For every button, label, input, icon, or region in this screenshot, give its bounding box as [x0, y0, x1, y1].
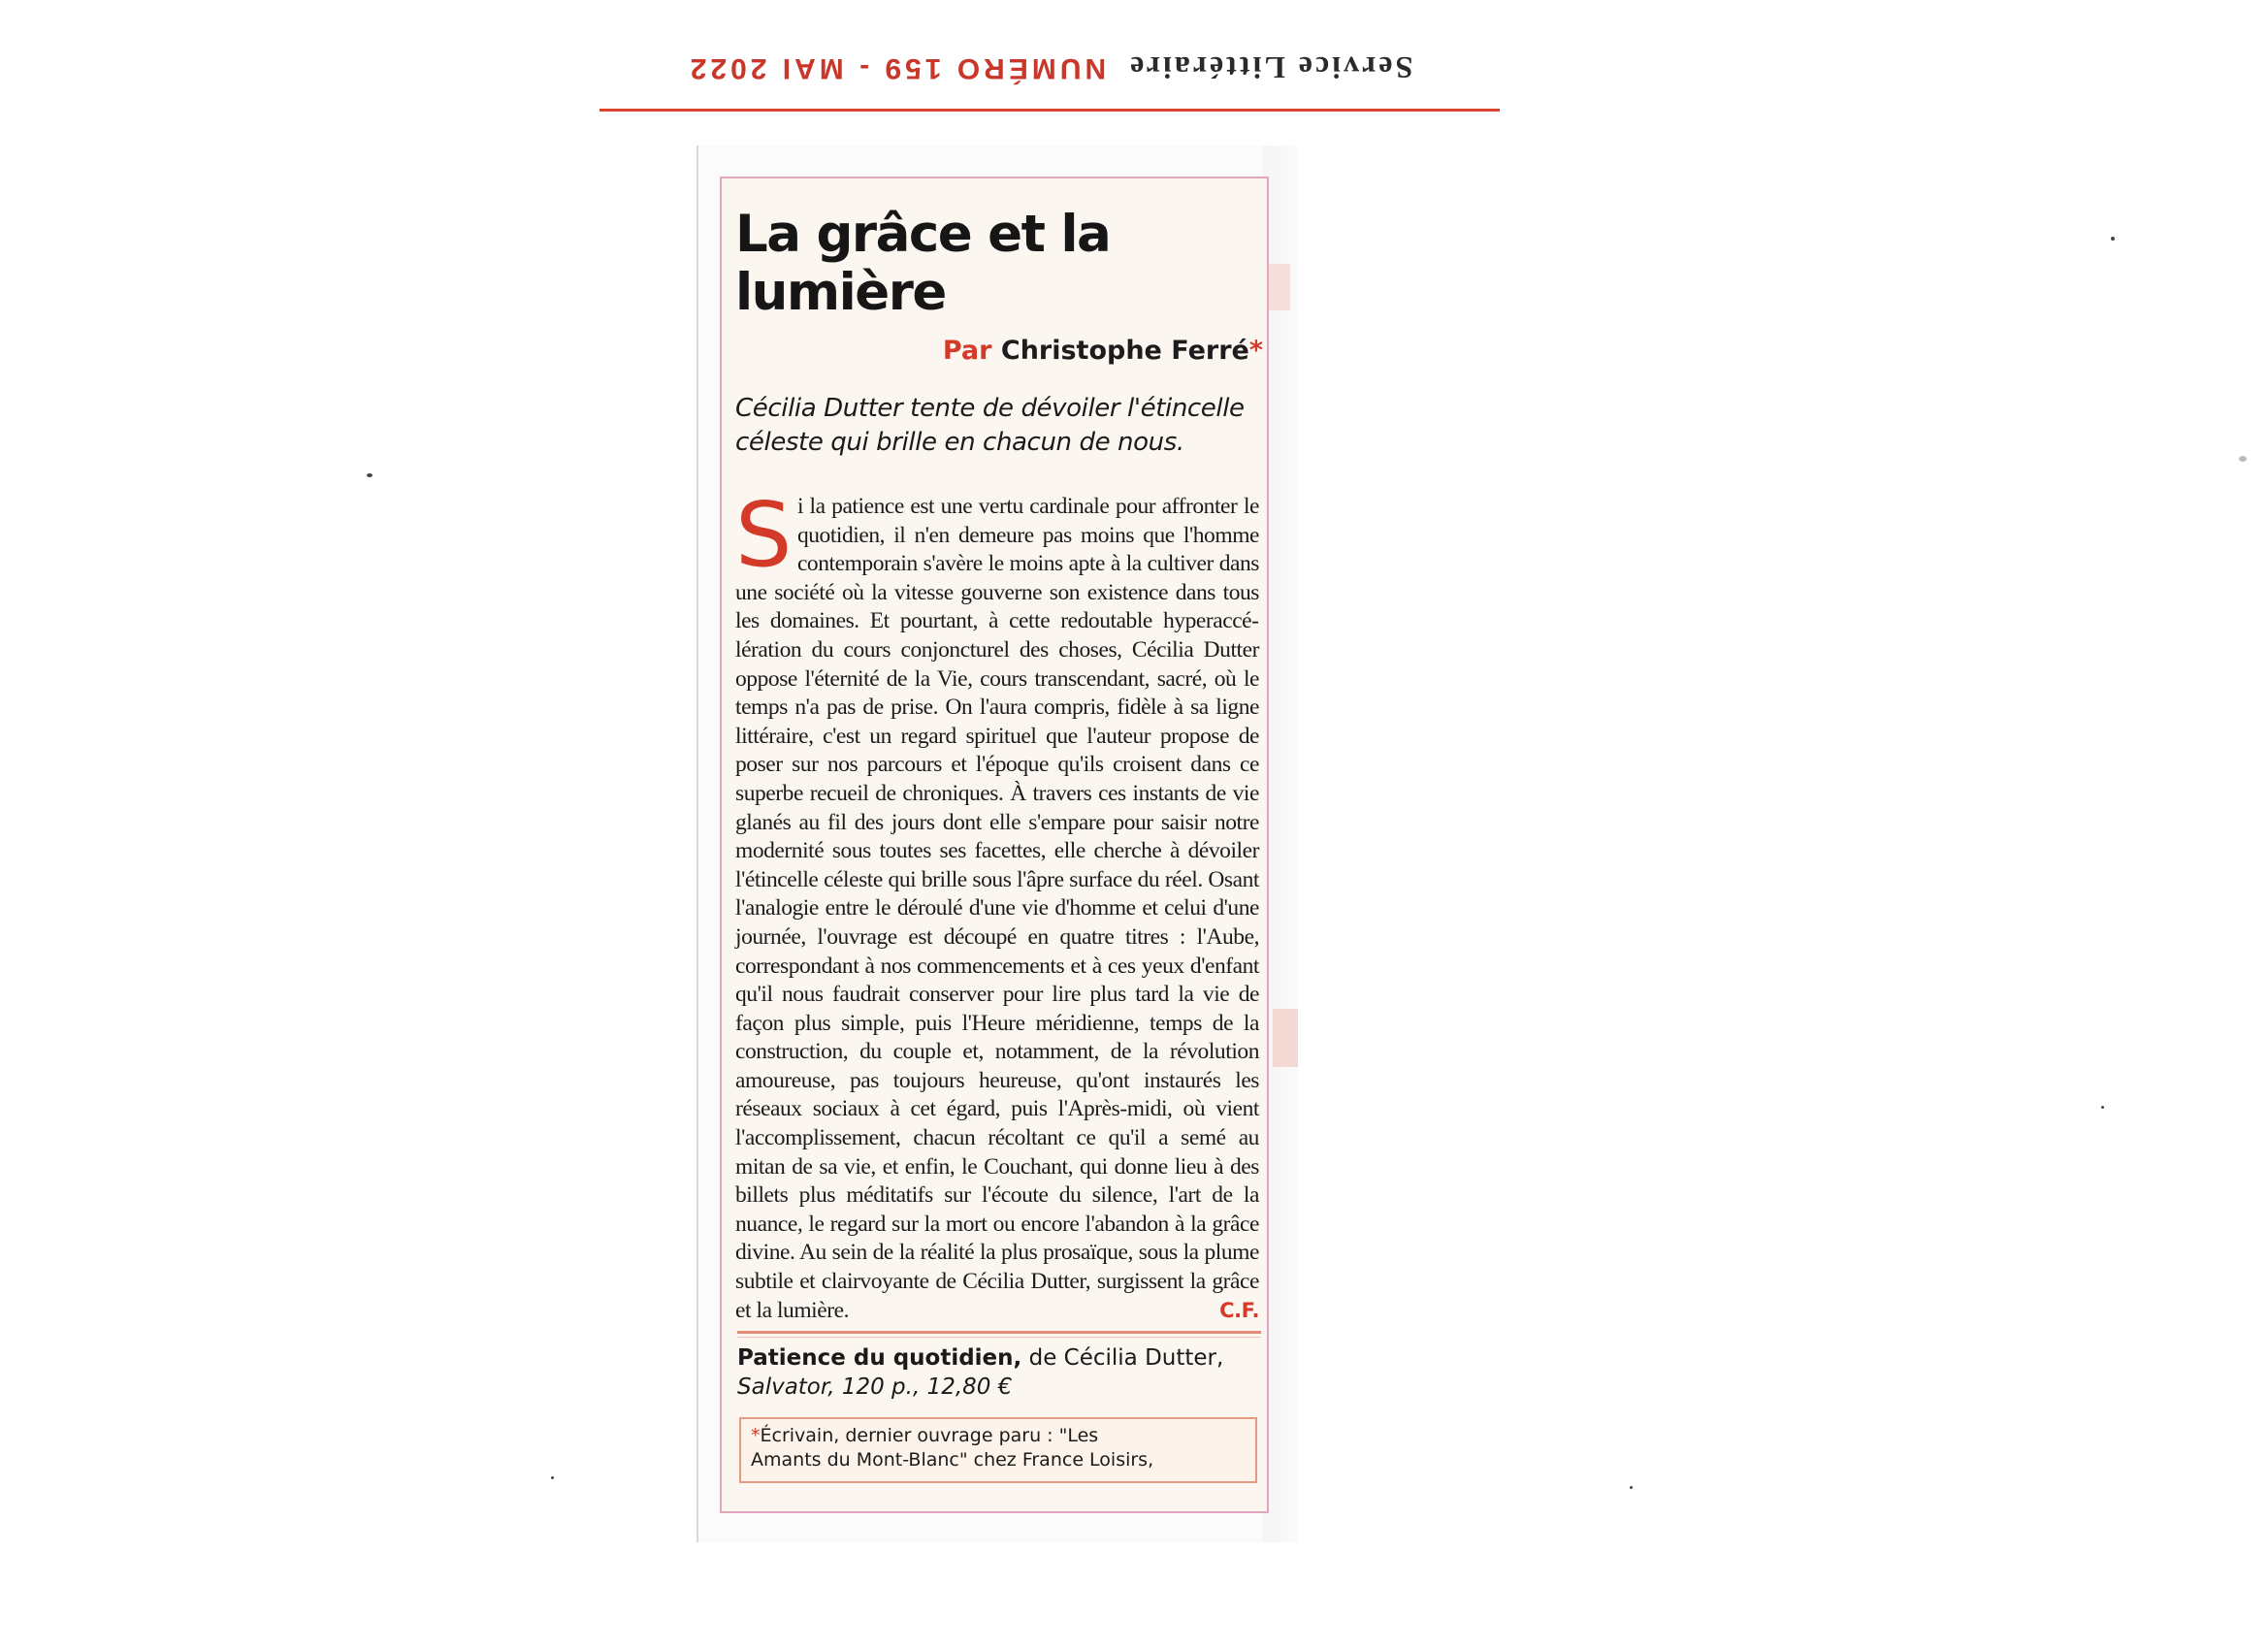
bleed-through-mark — [1273, 1009, 1298, 1067]
issue-label: NUMÉRO 159 - MAI 2022 — [686, 52, 1107, 84]
drop-cap: S — [735, 483, 792, 587]
article-lede: Cécilia Dutter tente de dévoiler l'étincelle céleste qui brille en chacun de nous. — [735, 394, 1245, 457]
book-reference — [737, 1343, 1261, 1402]
footnote-star: * — [751, 1425, 761, 1446]
scan-speck — [2239, 456, 2247, 462]
body-text: i la patience est une vertu cardinale pour affronter le quotidien, il n'en demeure pas moins que l'homme contemporain s'avère le moins apte à la cultiver dans une société où la vitesse gouverne son existence dans tous les domaines. Et pourtant, à cette redoutable hyperaccélération du cours conjoncturel des choses, Cécilia Dutter oppose l'éternité de la Vie, cours transcendant, sacré, où le temps n'a pas de prise. On l'aura compris, fidèle à sa ligne littéraire, c'est un regard spirituel que l'auteur propose de poser sur nos parcours et l'époque qu'ils croisent dans ce superbe recueil de chroniques. À travers ces instants de vie glanés au fil des jours dont elle s'empare pour saisir notre modernité sous toutes ses facettes, elle cherche à dévoiler l'étincelle céleste qui brille sous l'âpre surface du réel. Osant l'analogie entre le déroulé d'une vie d'homme et celui d'une journée, l'ouvrage est découpé en quatre titres : l'Aube, correspondant à nos commencements et à ces yeux d'enfant qu'il nous faudrait conserver pour lire plus tard la vie de façon plus simple, puis l'Heure méridienne, temps de la construction, du couple et, notamment, de la révolution amoureuse, pas toujours heureuse, qu'ont instaurés les réseaux sociaux à cet égard, puis l'Après-midi, où vient l'accomplissement, chacun récoltant ce qu'il a semé au mitan de sa vie, et enfin, le Couchant, qui donne lieu à des billets plus méditatifs sur l'écoute du silence, l'art de la nuance, le regard sur la mort ou encore l'abandon à la grâce divine. Au sein de la réalité la plus prosaïque, sous la plume subtile et clairvoyante de Cécilia Dutter, surgissent la grâce et la lumière. — [735, 494, 1259, 1323]
book-publisher: Salvator, 120 p., 12,80 € — [737, 1374, 1013, 1400]
byline-author: Christophe Ferré — [1000, 336, 1249, 366]
scan-speck — [1630, 1486, 1633, 1489]
footnote-text: Écrivain, dernier ouvrage paru : "Les Amants du Mont-Blanc" chez France Loisirs, — [751, 1425, 1154, 1471]
article-body — [735, 483, 1259, 1325]
clipping-edge — [697, 146, 698, 1542]
author-initials: C.F. — [1219, 1298, 1259, 1322]
scan-speck — [2111, 237, 2115, 241]
article-title: La grâce et la lumière — [735, 205, 1111, 322]
byline-prefix: Par — [942, 336, 992, 366]
section-divider-thin — [737, 1337, 1261, 1338]
footnote — [751, 1424, 1168, 1472]
byline-star: * — [1248, 336, 1263, 366]
section-divider — [737, 1331, 1261, 1334]
book-title: Patience du quotidien, — [737, 1345, 1022, 1371]
book-author: de Cécilia Dutter, — [1021, 1345, 1224, 1371]
byline — [943, 336, 1263, 366]
publication-name: Service Littéraire — [1127, 50, 1413, 86]
scan-speck — [2101, 1106, 2104, 1109]
scan-speck — [551, 1476, 554, 1479]
upside-down-masthead — [599, 27, 1500, 112]
scan-speck — [367, 473, 373, 477]
